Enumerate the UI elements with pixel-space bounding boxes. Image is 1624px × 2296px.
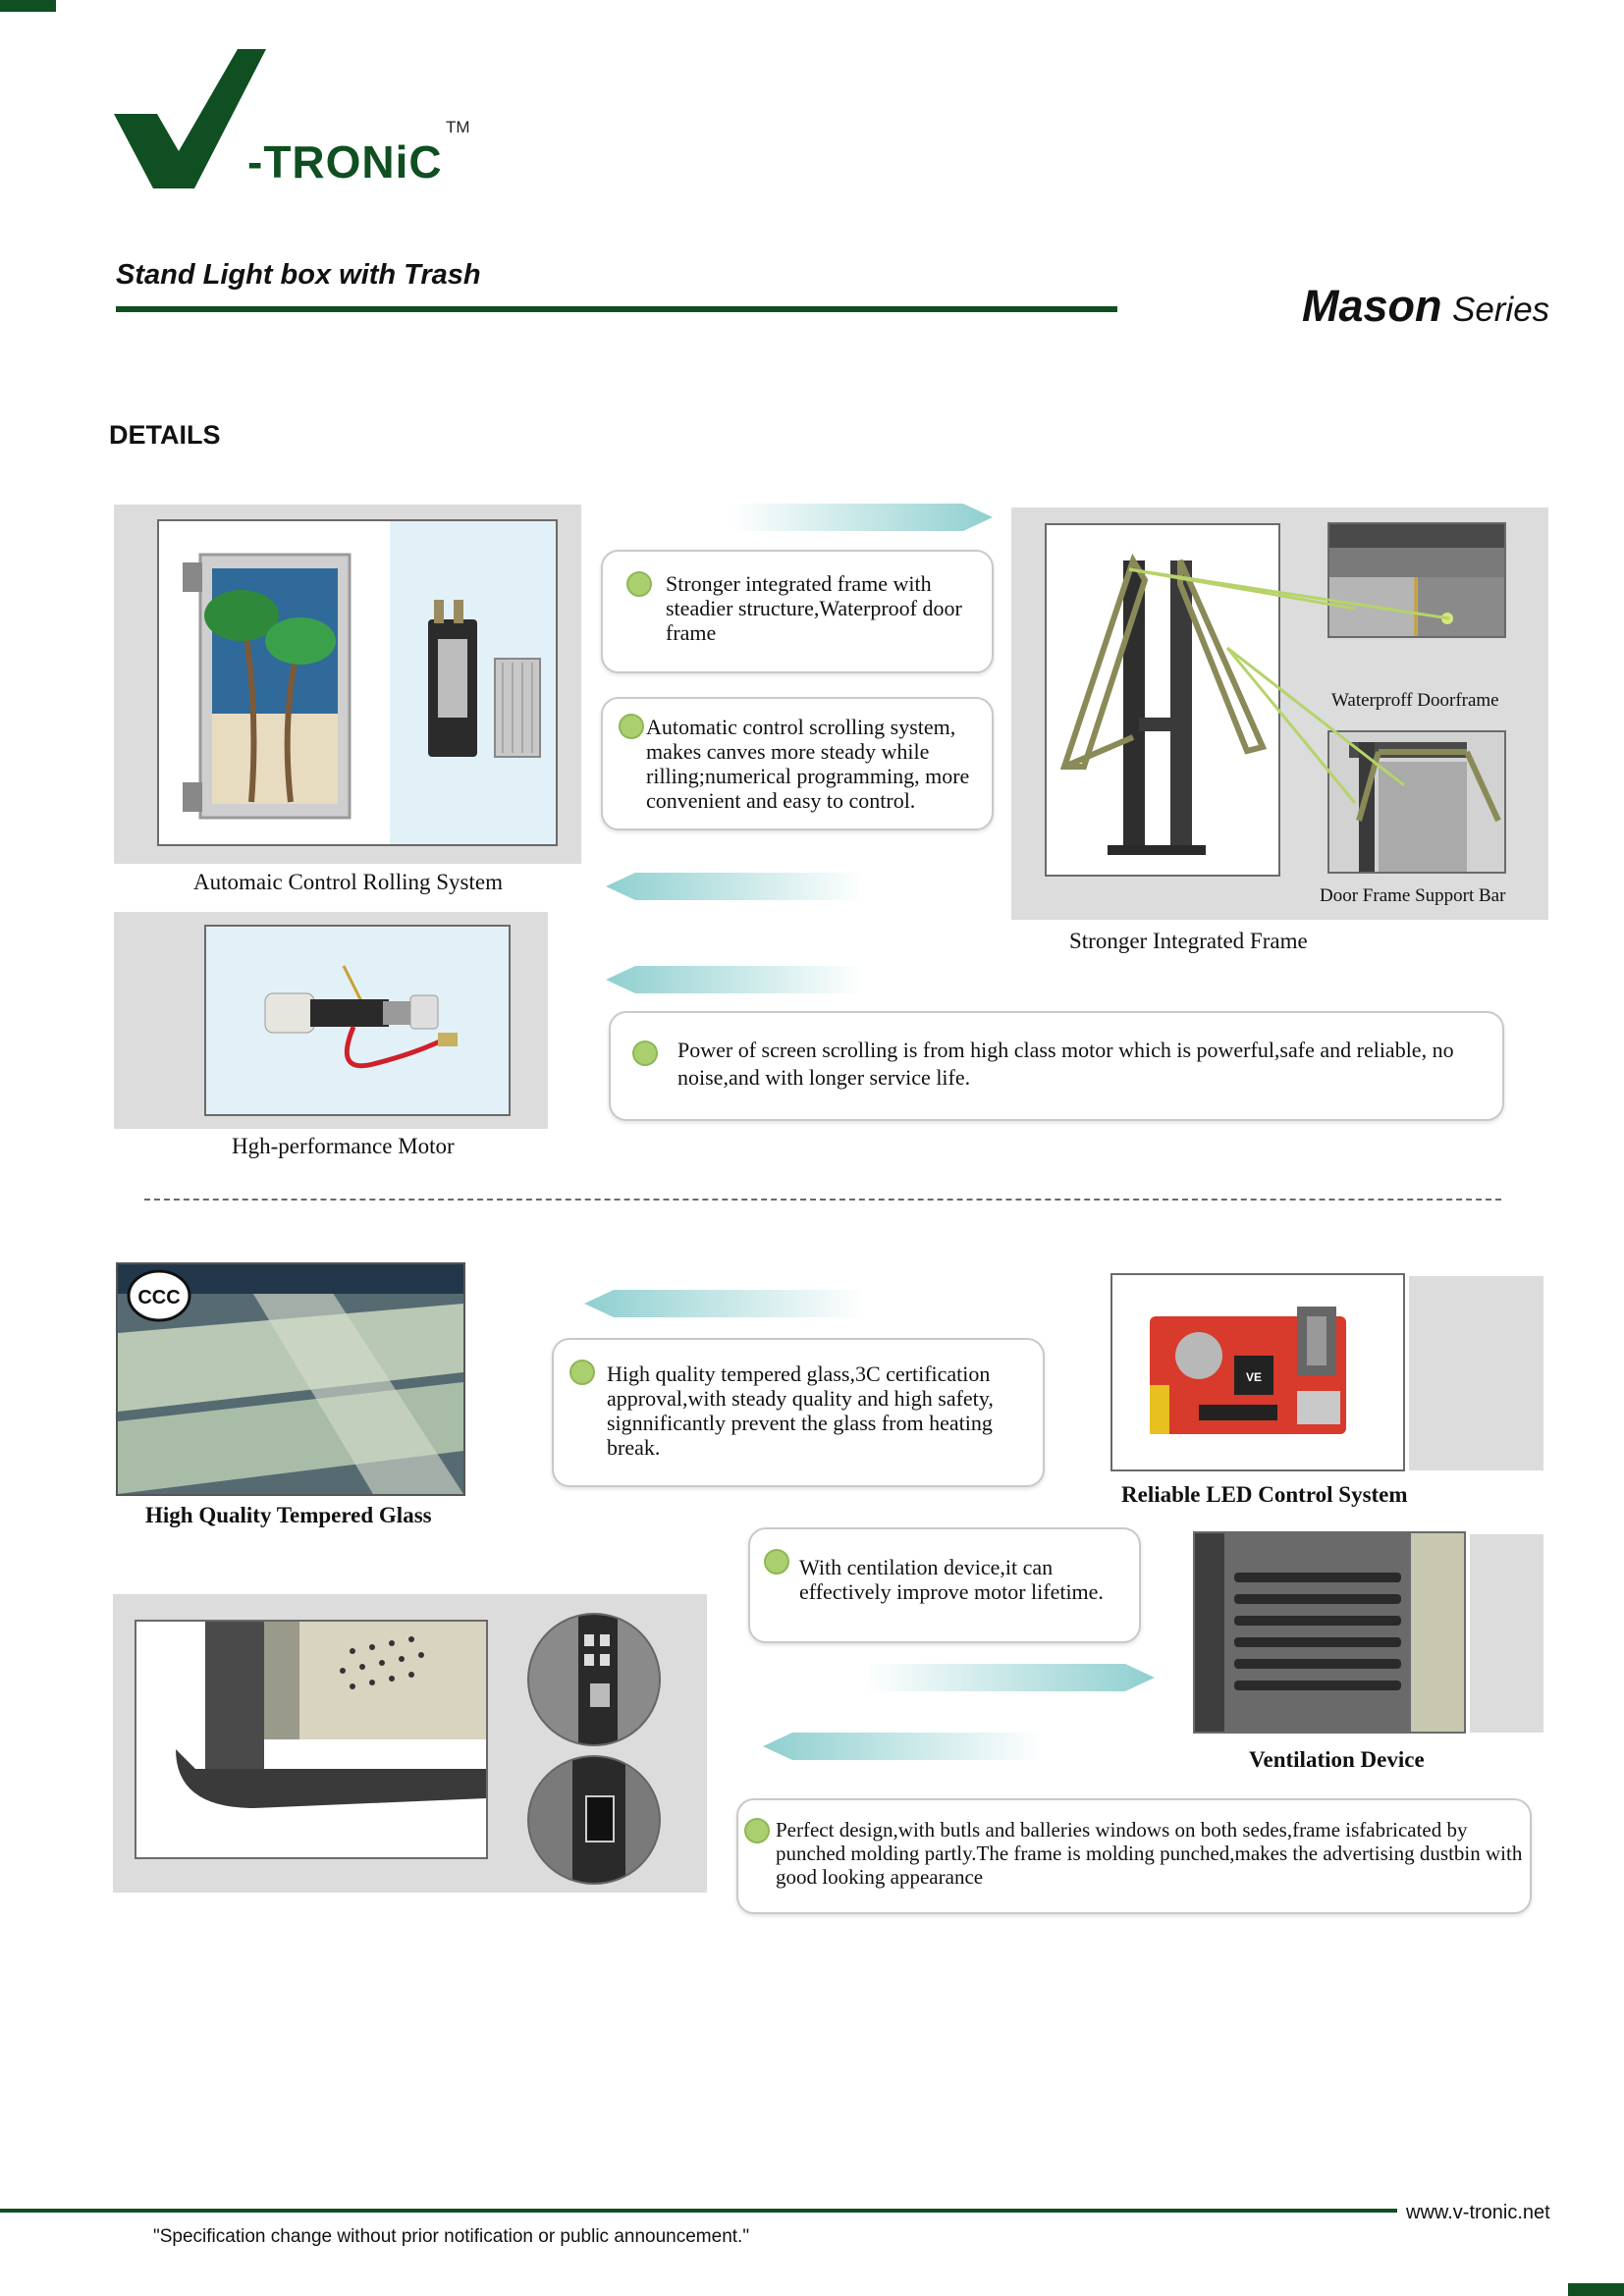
motor-callout	[609, 1011, 1504, 1121]
trademark-mark: TM	[446, 118, 470, 136]
led-panel-bg	[1409, 1276, 1543, 1470]
series-name: Mason	[1302, 281, 1442, 331]
rolling-system-caption: Automaic Control Rolling System	[193, 870, 503, 894]
ventilation-callout	[748, 1527, 1141, 1643]
arrow-right-top-icon	[731, 502, 993, 533]
bullet-icon	[764, 1549, 789, 1575]
bullet-icon	[619, 714, 644, 739]
window-detail-icon	[529, 1615, 659, 1744]
glass-image-frame	[116, 1262, 465, 1496]
rolling-callout	[601, 697, 994, 830]
glass-caption: High Quality Tempered Glass	[145, 1503, 432, 1527]
led-caption: Reliable LED Control System	[1121, 1482, 1408, 1507]
bullet-icon	[632, 1041, 658, 1066]
product-title: Stand Light box with Trash	[116, 259, 481, 291]
motor-caption: Hgh-performance Motor	[232, 1134, 455, 1158]
motor-image-icon	[245, 956, 471, 1084]
bullet-icon	[626, 571, 652, 597]
design-base-frame	[135, 1620, 488, 1859]
arrow-left-design-icon	[763, 1731, 1044, 1762]
glass-callout-text: High quality tempered glass,3C certification approval,with steady quality and high safety, signnificantly prevent the glass from heating break.	[607, 1362, 994, 1460]
integrated-frame-caption: Stronger Integrated Frame	[1069, 929, 1308, 953]
series-label	[1302, 281, 1549, 332]
frame-callout-text: Stronger integrated frame with steadier structure,Waterproof door frame	[666, 571, 962, 645]
arrow-right-ventilation-icon	[864, 1662, 1155, 1693]
base-image-icon	[136, 1622, 486, 1857]
footer-website[interactable]: www.v-tronic.net	[1406, 2202, 1550, 2223]
series-suffix: Series	[1451, 291, 1550, 329]
led-frame	[1110, 1273, 1405, 1471]
ventilation-panel-bg	[1470, 1534, 1543, 1733]
design-callout-text: Perfect design,with butls and balleries windows on both sedes,frame isfabricated by punched molding partly.The frame is molding punched,makes the advertising dustbin with good looking appearance	[776, 1818, 1523, 1889]
ventilation-callout-text: With centilation device,it can effectively improve motor lifetime.	[799, 1555, 1104, 1604]
bottom-corner-mark	[1568, 2283, 1624, 2296]
ventilation-caption: Ventilation Device	[1249, 1747, 1425, 1772]
checkmark-logo-icon	[114, 49, 266, 188]
arrow-left-motor-icon	[606, 964, 863, 995]
top-corner-mark	[0, 0, 56, 12]
ventilation-frame	[1193, 1531, 1466, 1734]
arrow-left-rolling-icon	[606, 871, 863, 902]
glass-callout	[552, 1338, 1045, 1487]
rolling-system-frame	[157, 519, 558, 846]
arrow-left-glass-icon	[584, 1288, 864, 1319]
footer-disclaimer: "Specification change without prior notification or public announcement."	[153, 2226, 750, 2247]
ccc-badge-text: CCC	[137, 1287, 181, 1308]
title-underline	[116, 306, 1117, 312]
frame-callout	[601, 550, 994, 673]
section-divider	[144, 1199, 1501, 1201]
support-bar-label: Door Frame Support Bar	[1320, 885, 1506, 906]
bullet-icon	[744, 1818, 770, 1843]
rolling-motor-image-icon	[418, 600, 546, 767]
motor-frame	[204, 925, 511, 1116]
design-detail-bottom	[527, 1755, 661, 1885]
frame-pointer-lines	[1110, 550, 1463, 844]
board-text: VE	[1245, 1370, 1263, 1384]
logo-wordmark: -TRONiC	[247, 136, 443, 187]
design-callout	[736, 1798, 1532, 1914]
design-detail-top	[527, 1613, 661, 1746]
rolling-callout-text: Automatic control scrolling system, makes canves more steady while rilling;numerical programming, more convenient and easy to control.	[646, 715, 970, 813]
bolt-detail-icon	[529, 1757, 659, 1883]
bullet-icon	[569, 1360, 595, 1385]
section-title: DETAILS	[109, 420, 221, 450]
footer-line	[0, 2209, 1397, 2213]
led-board-image-icon	[1140, 1297, 1376, 1448]
lightbox-image-icon	[183, 547, 369, 826]
waterproof-doorframe-label: Waterproff Doorframe	[1331, 690, 1499, 711]
ventilation-image-icon	[1195, 1533, 1464, 1732]
ccc-badge-icon	[126, 1268, 192, 1323]
motor-callout-text: Power of screen scrolling is from high class motor which is powerful,safe and reliable, no noise,and with longer service life.	[677, 1038, 1454, 1090]
